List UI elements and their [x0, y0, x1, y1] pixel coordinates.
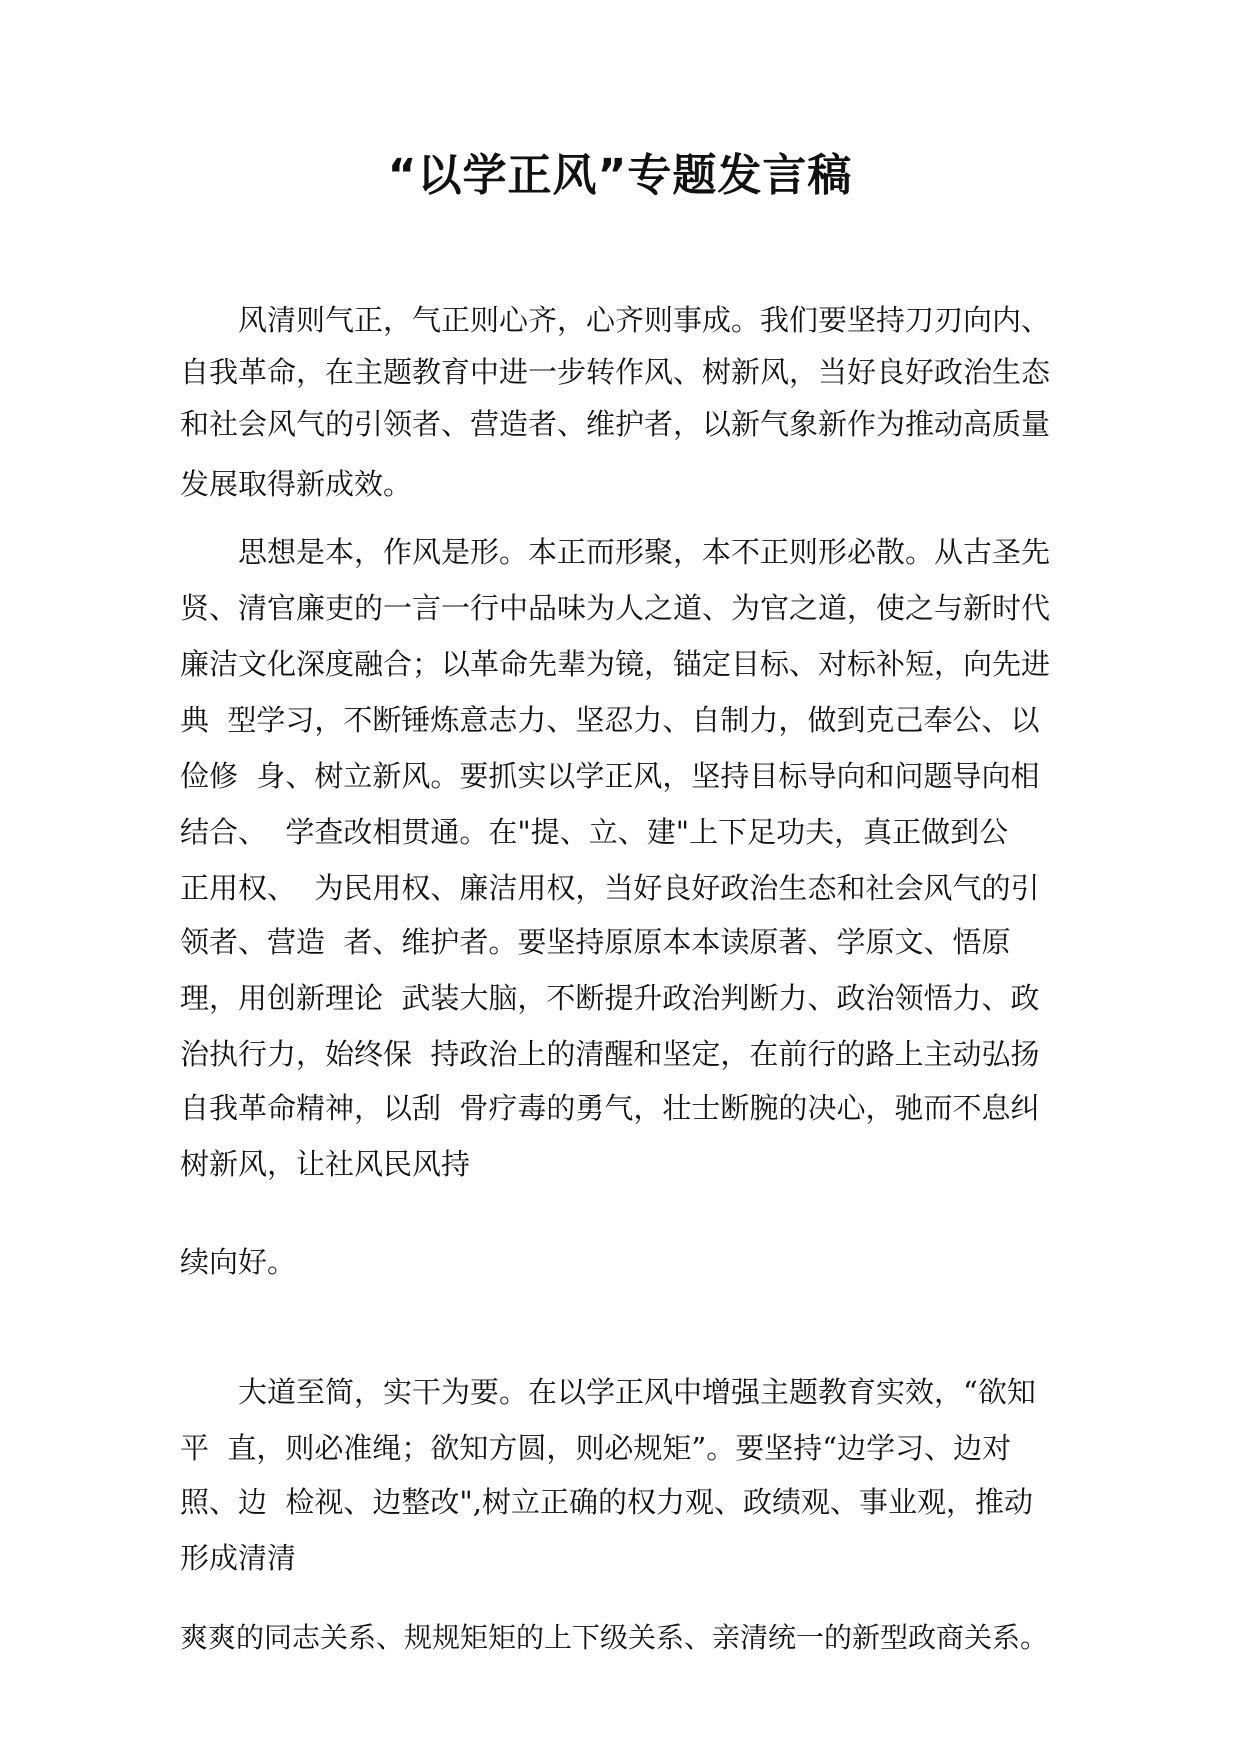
text-line: 领者、营造 者、维护者。要坚持原原本本读原著、学原文、悟原 — [180, 925, 1011, 959]
text-line: 理，用创新理论 武装大脑，不断提升政治判断力、政治领悟力、政 — [180, 981, 1040, 1015]
text-line: 廉洁文化深度融合；以革命先辈为镜，锚定目标、对标补短，向先进 — [180, 647, 1051, 681]
text-line: 俭修 身、树立新风。要抓实以学正风，坚持目标导向和问题导向相 — [180, 759, 1040, 793]
text-line: 发展取得新成效。 — [180, 467, 413, 501]
text-line: 思想是本，作风是形。本正而形聚，本不正则形必散。从古圣先 — [238, 535, 1051, 569]
text-line: 典 型学习，不断锤炼意志力、坚忍力、自制力，做到克己奉公、以 — [180, 703, 1040, 737]
text-line: 爽爽的同志关系、规规矩矩的上下级关系、亲清统一的新型政商关系。 — [180, 1621, 1049, 1654]
text-line: 结合、 学查改相贯通。在"提、立、建"上下足功夫，真正做到公 — [180, 815, 1009, 849]
text-line: 自我革命，在主题教育中进一步转作风、树新风，当好良好政治生态 — [180, 355, 1051, 389]
text-line: 大道至简，实干为要。在以学正风中增强主题教育实效，“欲知 — [238, 1375, 1036, 1409]
text-line: 照、边 检视、边整改",树立正确的权力观、政绩观、事业观，推动 — [180, 1485, 1033, 1519]
text-line: 和社会风气的引领者、营造者、维护者，以新气象新作为推动高质量 — [180, 407, 1051, 441]
text-line: 平 直，则必准绳；欲知方圆，则必规矩”。要坚持“边学习、边对 — [180, 1431, 1012, 1465]
document-title: “以学正风”专题发言稿 — [387, 150, 853, 201]
text-line: 风清则气正，气正则心齐，心齐则事成。我们要坚持刀刃向内、 — [238, 303, 1051, 337]
text-line: 形成清清 — [180, 1541, 297, 1575]
text-line: 治执行力，始终保 持政治上的清醒和坚定，在前行的路上主动弘扬 — [180, 1037, 1040, 1071]
text-line: 续向好。 — [180, 1245, 297, 1279]
text-line: 贤、清官廉吏的一言一行中品味为人之道、为官之道，使之与新时代 — [180, 591, 1051, 625]
text-line: 自我革命精神，以刮 骨疗毒的勇气，壮士断腕的决心，驰而不息纠 — [180, 1091, 1040, 1125]
text-line: 正用权、 为民用权、廉洁用权，当好良好政治生态和社会风气的引 — [180, 871, 1040, 905]
text-line: 树新风，让社风民风持 — [180, 1147, 471, 1181]
